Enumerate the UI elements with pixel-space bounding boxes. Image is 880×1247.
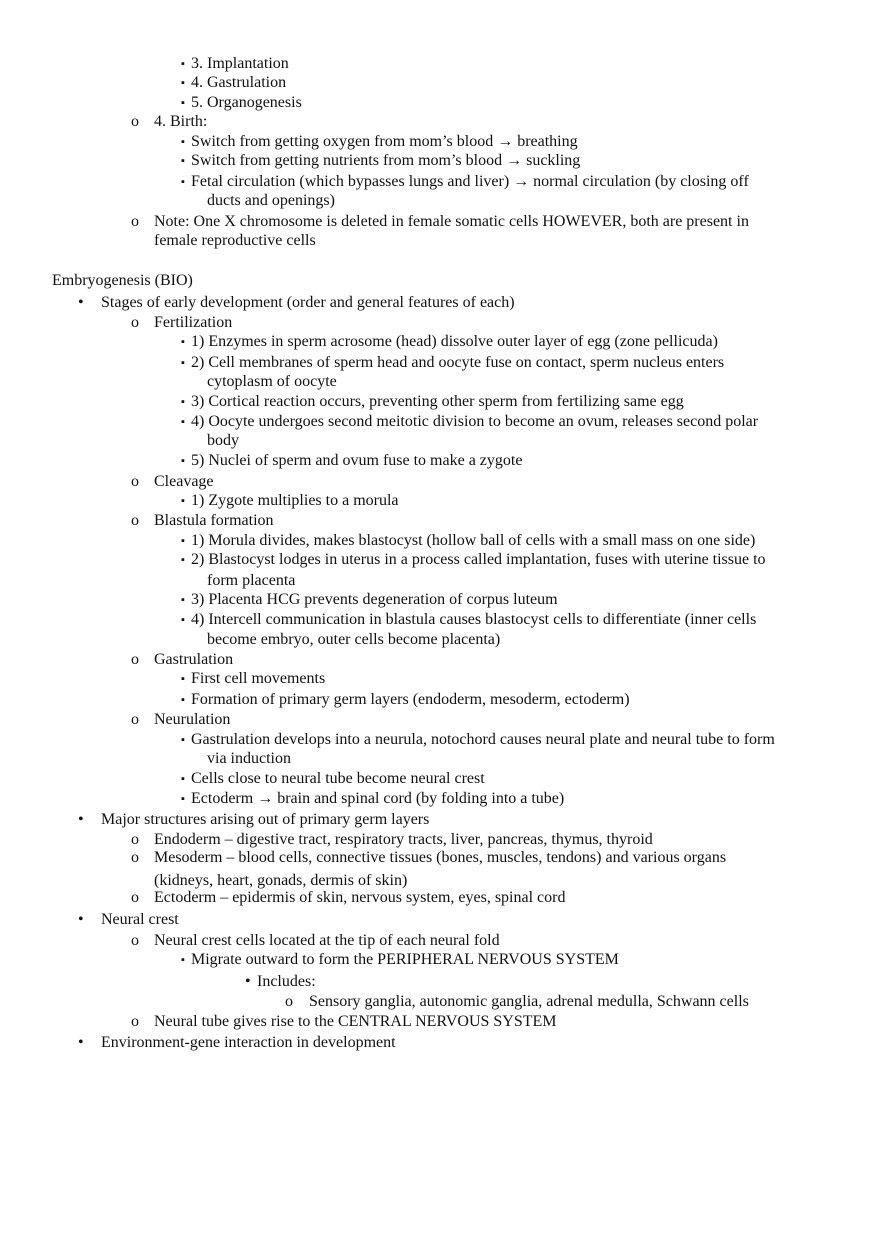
bullet-marker: o bbox=[131, 1013, 139, 1030]
bullet-marker: o bbox=[131, 473, 139, 490]
list-item-text: 3) Cortical reaction occurs, preventing other sperm from fertilizing same egg bbox=[191, 393, 684, 410]
list-item-text: 1) Morula divides, makes blastocyst (hollow ball of cells with a small mass on one side) bbox=[191, 532, 756, 549]
list-item-text: Neurulation bbox=[154, 711, 231, 728]
list-item-text: body bbox=[207, 432, 239, 449]
list-item-text: Migrate outward to form the PERIPHERAL NERVOUS SYSTEM bbox=[191, 951, 619, 968]
list-item-text: Switch from getting nutrients from mom’s blood → suckling bbox=[191, 152, 581, 169]
list-item-text: 2) Blastocyst lodges in uterus in a process called implantation, fuses with uterine tissue to bbox=[191, 551, 766, 568]
list-item-text: Cleavage bbox=[154, 473, 214, 490]
list-item-text: 4. Gastrulation bbox=[191, 74, 287, 91]
list-item-text: form placenta bbox=[207, 572, 296, 589]
bullet-marker: ▪ bbox=[181, 773, 185, 785]
bullet-marker: ▪ bbox=[181, 495, 185, 507]
list-item-text: 4) Oocyte undergoes second meitotic division to become an ovum, releases second polar bbox=[191, 413, 759, 430]
list-item-text: Gastrulation develops into a neurula, notochord causes neural plate and neural tube to form bbox=[191, 731, 775, 748]
bullet-marker: ▪ bbox=[181, 97, 185, 109]
list-item-text: 4. Birth: bbox=[154, 113, 208, 130]
bullet-marker: o bbox=[131, 213, 139, 230]
bullet-marker: • bbox=[78, 911, 84, 928]
bullet-marker: • bbox=[78, 294, 84, 311]
list-item-text: Fetal circulation (which bypasses lungs and liver) → normal circulation (by closing off bbox=[191, 173, 749, 190]
list-item-text: 5) Nuclei of sperm and ovum fuse to make a zygote bbox=[191, 452, 523, 469]
bullet-marker: ▪ bbox=[181, 535, 185, 547]
bullet-marker: o bbox=[131, 932, 139, 949]
bullet-marker: ▪ bbox=[181, 594, 185, 606]
list-item-text: become embryo, outer cells become placenta) bbox=[207, 631, 501, 648]
bullet-marker: ▪ bbox=[181, 357, 185, 369]
list-item-text: female reproductive cells bbox=[154, 232, 316, 249]
list-item-text: Ectoderm – epidermis of skin, nervous system, eyes, spinal cord bbox=[154, 889, 566, 906]
list-item-text: Environment-gene interaction in development bbox=[101, 1034, 396, 1051]
list-item-text: Mesoderm – blood cells, connective tissues (bones, muscles, tendons) and various organs bbox=[154, 849, 727, 866]
bullet-marker: o bbox=[131, 512, 139, 529]
bullet-marker: ▪ bbox=[181, 136, 185, 148]
bullet-marker: o bbox=[131, 831, 139, 848]
list-item-text: ducts and openings) bbox=[207, 192, 335, 209]
list-item-text: Formation of primary germ layers (endoderm, mesoderm, ectoderm) bbox=[191, 691, 630, 708]
list-item-text: 1) Enzymes in sperm acrosome (head) dissolve outer layer of egg (zone pellicuda) bbox=[191, 333, 718, 350]
bullet-marker: o bbox=[285, 993, 293, 1010]
bullet-marker: ▪ bbox=[181, 58, 185, 70]
list-item-text: Neural crest cells located at the tip of each neural fold bbox=[154, 932, 500, 949]
bullet-marker: ▪ bbox=[181, 176, 185, 188]
list-item-text: cytoplasm of oocyte bbox=[207, 373, 337, 390]
list-item-text: Neural crest bbox=[101, 911, 179, 928]
list-item-text: 2) Cell membranes of sperm head and oocyte fuse on contact, sperm nucleus enters bbox=[191, 354, 725, 371]
bullet-marker: o bbox=[131, 314, 139, 331]
bullet-marker: ▪ bbox=[181, 416, 185, 428]
list-item-text: Switch from getting oxygen from mom’s blood → breathing bbox=[191, 133, 578, 150]
bullet-marker: o bbox=[131, 651, 139, 668]
list-item-text: Ectoderm → brain and spinal cord (by folding into a tube) bbox=[191, 790, 565, 807]
bullet-marker: ▪ bbox=[181, 155, 185, 167]
bullet-marker: • bbox=[245, 973, 251, 990]
list-item-text: 4) Intercell communication in blastula causes blastocyst cells to differentiate (inner cells bbox=[191, 611, 757, 628]
bullet-marker: • bbox=[78, 1034, 84, 1051]
list-item-text: First cell movements bbox=[191, 670, 326, 687]
list-item-text: Blastula formation bbox=[154, 512, 274, 529]
list-item-text: Fertilization bbox=[154, 314, 233, 331]
bullet-marker: o bbox=[131, 889, 139, 906]
list-item-text: Cells close to neural tube become neural crest bbox=[191, 770, 485, 787]
list-item-text: Gastrulation bbox=[154, 651, 234, 668]
list-item-text: Major structures arising out of primary germ layers bbox=[101, 811, 430, 828]
bullet-marker: ▪ bbox=[181, 77, 185, 89]
list-item-text: Endoderm – digestive tract, respiratory tracts, liver, pancreas, thymus, thyroid bbox=[154, 831, 653, 848]
bullet-marker: ▪ bbox=[181, 614, 185, 626]
list-item-text: Includes: bbox=[257, 973, 316, 990]
list-item-text: (kidneys, heart, gonads, dermis of skin) bbox=[154, 872, 408, 889]
bullet-marker: o bbox=[131, 113, 139, 130]
list-item-text: Stages of early development (order and general features of each) bbox=[101, 294, 515, 311]
list-item-text: Neural tube gives rise to the CENTRAL NERVOUS SYSTEM bbox=[154, 1013, 557, 1030]
bullet-marker: ▪ bbox=[181, 694, 185, 706]
list-item-text: Sensory ganglia, autonomic ganglia, adrenal medulla, Schwann cells bbox=[309, 993, 749, 1010]
bullet-marker: ▪ bbox=[181, 396, 185, 408]
bullet-marker: ▪ bbox=[181, 455, 185, 467]
bullet-marker: ▪ bbox=[181, 793, 185, 805]
bullet-marker: o bbox=[131, 849, 139, 866]
bullet-marker: • bbox=[78, 811, 84, 828]
section-heading: Embryogenesis (BIO) bbox=[52, 272, 193, 289]
list-item-text: via induction bbox=[207, 750, 291, 767]
bullet-marker: ▪ bbox=[181, 554, 185, 566]
bullet-marker: ▪ bbox=[181, 734, 185, 746]
list-item-text: 1) Zygote multiplies to a morula bbox=[191, 492, 399, 509]
list-item-text: 5. Organogenesis bbox=[191, 94, 302, 111]
list-item-text: 3. Implantation bbox=[191, 55, 289, 72]
bullet-marker: o bbox=[131, 711, 139, 728]
bullet-marker: ▪ bbox=[181, 954, 185, 966]
list-item-text: 3) Placenta HCG prevents degeneration of corpus luteum bbox=[191, 591, 558, 608]
list-item-text: Note: One X chromosome is deleted in female somatic cells HOWEVER, both are present in bbox=[154, 213, 749, 230]
bullet-marker: ▪ bbox=[181, 673, 185, 685]
bullet-marker: ▪ bbox=[181, 336, 185, 348]
